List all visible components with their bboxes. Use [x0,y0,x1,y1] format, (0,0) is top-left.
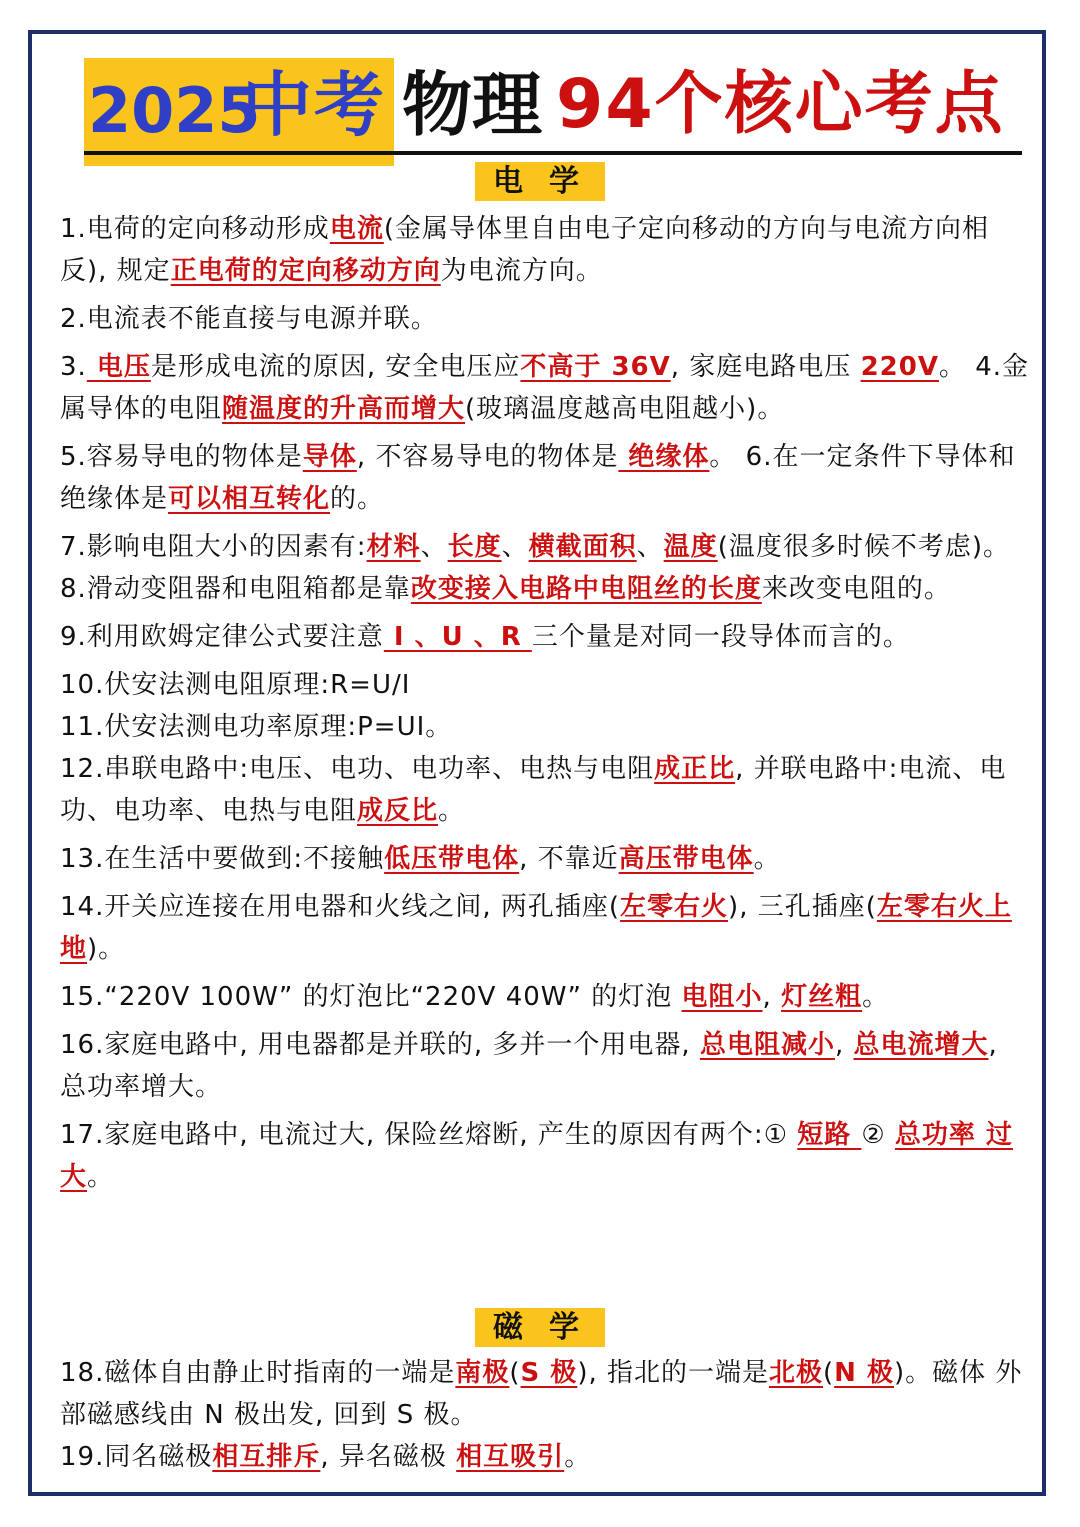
item-text: 17.家庭电路中, 电流过大, 保险丝熔断, 产生的原因有两个:① [60,1120,798,1150]
item-text: 。 [753,844,781,874]
key-term: 可以相互转化 [168,484,331,514]
page-title [84,58,1024,154]
item-text: , 不容易导电的物体是 [356,442,619,472]
key-term: 总电流增大 [853,1030,989,1060]
key-term: 总功率 过大 [60,1120,1013,1192]
list-item [60,616,1030,658]
list-item [60,526,1030,610]
list-item [60,886,1030,970]
item-text: , 家庭电路电压 [670,352,861,382]
list-item [60,1352,1030,1436]
key-term: 随温度的升高而增大 [222,394,466,424]
item-text: 5.容易导电的物体是 [60,442,303,472]
key-term: 成反比 [357,796,439,826]
item-text: 、 [420,532,448,562]
item-text: , 并联电路中:电流、电功、电功率、电热与电阻 [60,754,1007,826]
item-text: 。 [564,1442,592,1472]
item-text: 15.“220V 100W” 的灯泡比“220V 40W” 的灯泡 [60,982,682,1012]
item-text: 18.磁体自由静止时指南的一端是 [60,1358,456,1388]
item-text: , 异名磁极 [320,1442,457,1472]
item-text: , [834,1030,854,1060]
list-item [60,436,1030,520]
key-term: 横截面积 [528,532,637,562]
title-exam: 中考 [242,64,386,146]
item-text: 13.在生活中要做到:不接触 [60,844,385,874]
item-text: 、 [501,532,529,562]
section-heading-magnetic [0,1302,1080,1346]
key-term: 成正比 [654,754,736,784]
key-term: 相互吸引 [456,1442,565,1472]
item-text: 19.同名磁极 [60,1442,213,1472]
list-item [60,664,1030,706]
key-term: 高压带电体 [618,844,754,874]
item-text: 7.影响电阻大小的因素有: [60,532,367,562]
key-term: 低压带电体 [384,844,520,874]
key-term: 材料 [366,532,421,562]
list-item [60,1024,1030,1108]
item-text: 14.开关应连接在用电器和火线之间, 两孔插座( [60,892,621,922]
item-text: 9.利用欧姆定律公式要注意 [60,622,384,652]
key-term: 绝缘体 [618,442,710,472]
item-text: 。 [87,1162,115,1192]
title-subject: 物理 [402,64,542,146]
key-term: S 极 [520,1358,578,1388]
item-text: 来改变电阻的。 [761,574,951,604]
section-heading-electric [0,156,1080,200]
key-term: 左零右火 [620,892,729,922]
key-term: 短路 [797,1120,862,1150]
key-term: 长度 [447,532,502,562]
key-term: 正电荷的定向移动方向 [170,256,441,286]
electric-items [60,208,1030,1204]
item-text: ( [823,1358,835,1388]
key-term: 电压 [86,352,151,382]
list-item [60,706,1030,748]
key-term: 电流 [329,214,384,244]
list-item [60,1436,1030,1478]
section-heading-label: 磁学 [475,1308,605,1347]
title-rest: 94个核心考点 [556,65,1005,144]
item-text: 12.串联电路中:电压、电功、电功率、电热与电阻 [60,754,655,784]
item-text: 2.电流表不能直接与电源并联。 [60,304,438,334]
key-term: 相互排斥 [212,1442,321,1472]
section-heading-label: 电学 [475,162,605,201]
key-term: 北极 [769,1358,824,1388]
item-text: 。 6.在一定条件下导体和绝缘体是 [60,442,1016,514]
list-item [60,298,1030,340]
item-text: 的。 [330,484,385,514]
item-text: 。 [862,982,890,1012]
item-text: )。磁体 外部磁感线由 N 极出发, 回到 S 极。 [60,1358,1023,1430]
magnetic-items [60,1352,1030,1484]
item-text: ), 指北的一端是 [577,1358,769,1388]
item-text: (金属导体里自由电子定向移动的方向与电流方向相 反), 规定 [60,214,989,286]
item-text: , 总功率增大。 [60,1030,998,1102]
key-term: 电阻小 [681,982,763,1012]
item-text: 、 [636,532,664,562]
list-item [60,1114,1030,1198]
item-text: (温度很多时候不考虑)。 8.滑动变阻器和电阻箱都是靠 [60,532,1010,604]
item-text: 。 [438,796,466,826]
key-term: 改变接入电路中电阻丝的长度 [410,574,762,604]
item-text: (玻璃温度越高电阻越小)。 [465,394,785,424]
item-text: 是形成电流的原因, 安全电压应 [150,352,521,382]
key-term: 南极 [455,1358,510,1388]
item-text: 为电流方向。 [440,256,603,286]
item-text: 16.家庭电路中, 用电器都是并联的, 多并一个用电器, [60,1030,700,1060]
list-item [60,976,1030,1018]
title-year: 2025 [88,74,261,147]
key-term: I 、U 、R [383,622,532,652]
key-term: 220V [860,352,939,382]
item-text: ② [861,1120,895,1150]
key-term: 灯丝粗 [781,982,863,1012]
item-text: 三个量是对同一段导体而言的。 [531,622,910,652]
item-text: ( [509,1358,521,1388]
key-term: N 极 [834,1358,894,1388]
list-item [60,748,1030,832]
key-term: 不高于 36V [520,352,671,382]
key-term: 左零右火上地 [60,892,1012,964]
key-term: 导体 [302,442,357,472]
item-text: 。 4.金属导体的电阻 [60,352,1030,424]
item-text: ), 三孔插座( [728,892,877,922]
item-text: 10.伏安法测电阻原理:R=U/I [60,670,411,700]
key-term: 总电阻减小 [699,1030,835,1060]
item-text: 3. [60,352,87,382]
list-item [60,346,1030,430]
list-item [60,208,1030,292]
item-text: )。 [87,934,126,964]
item-text: 1.电荷的定向移动形成 [60,214,330,244]
key-term: 温度 [663,532,718,562]
list-item [60,838,1030,880]
item-text: 11.伏安法测电功率原理:P=UI。 [60,712,453,742]
item-text: , [762,982,782,1012]
item-text: , 不靠近 [519,844,619,874]
